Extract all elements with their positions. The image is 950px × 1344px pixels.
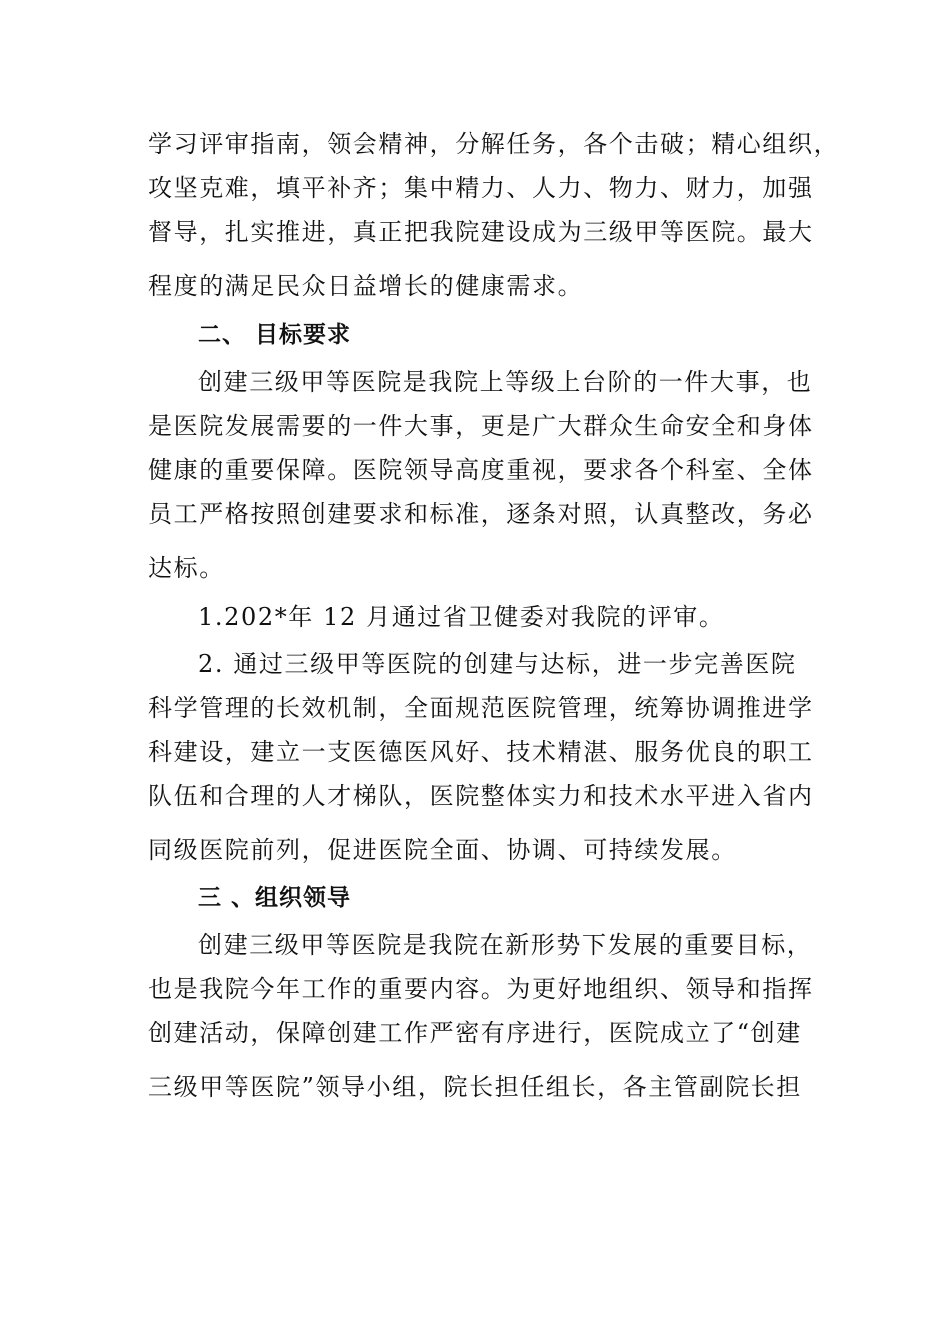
paragraph-line: 攻坚克难，填平补齐；集中精力、人力、物力、财力，加强 bbox=[148, 174, 814, 202]
paragraph-line: 科学管理的长效机制，全面规范医院管理，统筹协调推进学 bbox=[148, 694, 814, 722]
paragraph-line: 同级医院前列，促进医院全面、协调、可持续发展。 bbox=[148, 836, 737, 864]
paragraph-line: 队伍和合理的人才梯队，医院整体实力和技术水平进入省内 bbox=[148, 782, 814, 810]
paragraph-line: 科建设，建立一支医德医风好、技术精湛、服务优良的职工 bbox=[148, 738, 814, 766]
paragraph-line: 健康的重要保障。医院领导高度重视，要求各个科室、全体 bbox=[148, 456, 814, 484]
paragraph-line: 创建三级甲等医院是我院上等级上台阶的一件大事，也 bbox=[198, 368, 813, 396]
paragraph-line: 学习评审指南，领会精神，分解任务，各个击破；精心组织， bbox=[148, 130, 840, 158]
paragraph-line: 创建三级甲等医院是我院在新形势下发展的重要目标， bbox=[198, 931, 813, 959]
paragraph-line: 员工严格按照创建要求和标准，逐条对照，认真整改，务必 bbox=[148, 500, 814, 528]
paragraph-line: 督导，扎实推进，真正把我院建设成为三级甲等医院。最大 bbox=[148, 218, 814, 246]
section-heading-organization: 三 、组织领导 bbox=[198, 885, 352, 911]
list-item-2-line: 2. 通过三级甲等医院的创建与达标，进一步完善医院 bbox=[198, 650, 797, 678]
paragraph-line: 也是我院今年工作的重要内容。为更好地组织、领导和指挥 bbox=[148, 975, 814, 1003]
paragraph-line: 是医院发展需要的一件大事，更是广大群众生命安全和身体 bbox=[148, 412, 814, 440]
paragraph-line: 创建活动，保障创建工作严密有序进行，医院成立了“创建 bbox=[148, 1019, 802, 1047]
paragraph-line: 三级甲等医院”领导小组，院长担任组长，各主管副院长担 bbox=[148, 1073, 802, 1101]
list-item-1: 1.202*年 12 月通过省卫健委对我院的评审。 bbox=[198, 603, 725, 631]
paragraph-line: 程度的满足民众日益增长的健康需求。 bbox=[148, 272, 584, 300]
paragraph-line: 达标。 bbox=[148, 554, 225, 582]
section-heading-goals: 二、 目标要求 bbox=[198, 322, 352, 348]
